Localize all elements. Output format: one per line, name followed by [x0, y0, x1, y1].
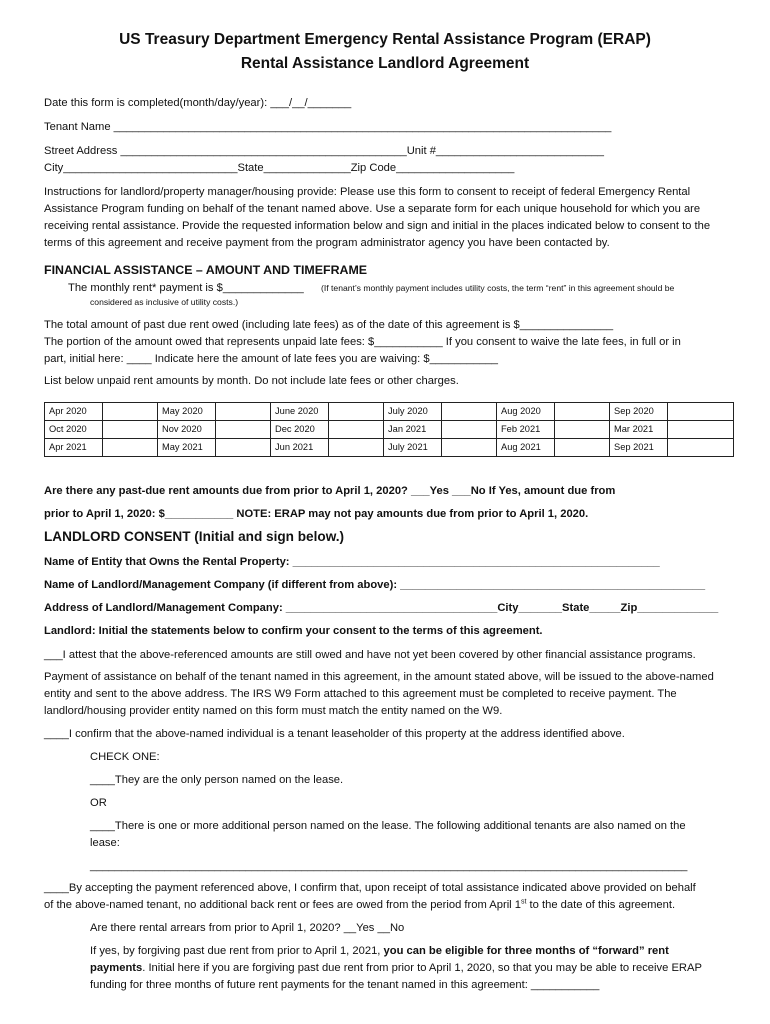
month-amount-cell[interactable] [103, 439, 158, 457]
additional-tenants-option[interactable]: ____There is one or more additional person named on the lease. The following additional tenants are also named on the [90, 820, 686, 832]
accept-text-a: of the above-named tenant, no additional back rent or fees are owed from the period from April 1 [44, 899, 521, 911]
list-unpaid-instruction: List below unpaid rent amounts by month. Do not include late fees or other charges. [44, 375, 459, 387]
month-label-cell: Dec 2020 [271, 421, 329, 439]
month-label-cell: Oct 2020 [45, 421, 103, 439]
financial-assistance-heading: FINANCIAL ASSISTANCE – AMOUNT AND TIMEFRAME [44, 263, 368, 277]
month-label-cell: Jun 2021 [271, 439, 329, 457]
street-address-field[interactable]: Street Address ______________________________________________Unit #___________________________ [44, 145, 604, 157]
forgive-text-b: you can be eligible for three months of “forward” rent [383, 945, 669, 957]
payment-paragraph: Payment of assistance on behalf of the tenant named in this agreement, in the amount stated above, will be issued to the above-named entity and sent to the above address. The IRS W9 Form attached to this agreement must be completed to receive payment. The landlord/housing provider entity named on this form must match the entity named on the W9. [44, 671, 714, 717]
month-label-cell: Sep 2020 [610, 403, 668, 421]
or-label: OR [90, 797, 107, 809]
entity-owner-field[interactable]: Name of Entity that Owns the Rental Property: ___________________________________________________________ [44, 556, 660, 568]
additional-tenants-blank[interactable]: ________________________________________________________________________________________________ [90, 860, 688, 872]
late-fees-waive-field[interactable]: part, initial here: ____ Indicate here the amount of late fees you are waiving: $___________ [44, 353, 499, 365]
past-due-total-field[interactable]: The total amount of past due rent owed (including late fees) as of the date of this agreement is $_______________ [44, 319, 614, 331]
month-amount-cell[interactable] [216, 403, 271, 421]
accept-text-b: to the date of this agreement. [526, 899, 676, 911]
forgive-text-c: payments [90, 962, 143, 974]
month-label-cell: Nov 2020 [158, 421, 216, 439]
landlord-company-field[interactable]: Name of Landlord/Management Company (if different from above): _________________________________________________ [44, 579, 706, 591]
month-label-cell: June 2020 [271, 403, 329, 421]
landlord-address-field[interactable]: Address of Landlord/Management Company: __________________________________City_______State_____Zip_____________ [44, 602, 719, 614]
month-amount-cell[interactable] [668, 403, 734, 421]
month-label-cell: Apr 2020 [45, 403, 103, 421]
landlord-consent-heading: LANDLORD CONSENT (Initial and sign below.) [44, 529, 345, 544]
prior-past-due-question[interactable]: Are there any past-due rent amounts due from prior to April 1, 2020? ___Yes ___No If Yes, amount due from [44, 485, 616, 497]
city-state-zip-field[interactable]: City____________________________State______________Zip Code___________________ [44, 162, 515, 174]
month-amount-cell[interactable] [216, 421, 271, 439]
month-amount-cell[interactable] [668, 421, 734, 439]
month-amount-cell[interactable] [103, 421, 158, 439]
forgive-text-d: . Initial here if you are forgiving past due rent from prior to April 1, 2020, so that you may be able to receive ERAP [142, 962, 702, 974]
month-label-cell: Apr 2021 [45, 439, 103, 457]
month-amount-cell[interactable] [668, 439, 734, 457]
month-label-cell: Mar 2021 [610, 421, 668, 439]
month-amount-cell[interactable] [442, 439, 497, 457]
month-amount-cell[interactable] [103, 403, 158, 421]
month-amount-cell[interactable] [555, 421, 610, 439]
forgive-initial-field[interactable]: funding for three months of future rent payments for the tenant named in this agreement: ___________ [90, 979, 600, 991]
month-label-cell: Jan 2021 [384, 421, 442, 439]
accept-payment-line-cont [44, 898, 675, 912]
date-completed-field[interactable]: Date this form is completed(month/day/year): ___/__/_______ [44, 97, 352, 109]
months-table-row [45, 403, 734, 421]
month-amount-cell[interactable] [442, 421, 497, 439]
monthly-rent-note-cont: considered as inclusive of utility costs.) [90, 297, 239, 307]
month-label-cell: May 2020 [158, 403, 216, 421]
forgive-line1 [90, 944, 669, 958]
month-amount-cell[interactable] [329, 403, 384, 421]
arrears-question[interactable]: Are there rental arrears from prior to April 1, 2020? __Yes __No [90, 922, 405, 934]
only-person-option[interactable]: ____They are the only person named on the lease. [90, 774, 344, 786]
form-title-line1: US Treasury Department Emergency Rental Assistance Program (ERAP) [119, 31, 651, 48]
month-label-cell: July 2021 [384, 439, 442, 457]
tenant-name-field[interactable]: Tenant Name ________________________________________________________________________________ [44, 121, 612, 133]
month-label-cell: Sep 2021 [610, 439, 668, 457]
unpaid-rent-by-month-table [44, 402, 734, 457]
forgive-text-a: If yes, by forgiving past due rent from prior to April 1, 2021, [90, 945, 384, 957]
late-fees-field[interactable]: The portion of the amount owed that represents unpaid late fees: $___________ If you consent to waive the late fees, in full or in [44, 336, 681, 348]
prior-past-due-amount[interactable]: prior to April 1, 2020: $___________ NOTE: ERAP may not pay amounts due from prior to April 1, 2020. [44, 508, 589, 520]
month-label-cell: Aug 2021 [497, 439, 555, 457]
monthly-rent-note: (If tenant’s monthly payment includes utility costs, the term “rent” in this agreement should be [321, 283, 675, 293]
month-amount-cell[interactable] [442, 403, 497, 421]
attest-initial-line[interactable]: ___I attest that the above-referenced amounts are still owed and have not yet been covered by other financial assistance programs. [44, 649, 696, 661]
month-label-cell: Feb 2021 [497, 421, 555, 439]
month-label-cell: July 2020 [384, 403, 442, 421]
instructions-paragraph: Instructions for landlord/property manager/housing provide: Please use this form to consent to receipt of federal Emergency Rental Assistance Program funding on behalf of the tenant named above. Use a separate form for each unique household for which you are receiving rental assistance. Provide the requested information below and sign and initial in the places indicated below to consent to the terms of this agreement and receive payment from the program administrator agency you have been contacted by. [44, 186, 711, 249]
month-amount-cell[interactable] [216, 439, 271, 457]
month-amount-cell[interactable] [555, 439, 610, 457]
accept-superscript: st [521, 898, 527, 906]
month-amount-cell[interactable] [555, 403, 610, 421]
check-one-label: CHECK ONE: [90, 751, 160, 763]
monthly-rent-field[interactable]: The monthly rent* payment is $_____________ [68, 282, 304, 294]
months-table-row [45, 421, 734, 439]
additional-tenants-lease-label: lease: [90, 837, 120, 849]
month-label-cell: May 2021 [158, 439, 216, 457]
accept-payment-initial-line[interactable]: ____By accepting the payment referenced above, I confirm that, upon receipt of total assistance indicated above provided on behalf [44, 882, 696, 894]
forgive-line2 [90, 961, 702, 975]
form-title-line2: Rental Assistance Landlord Agreement [240, 55, 530, 72]
confirm-tenant-initial-line[interactable]: ____I confirm that the above-named individual is a tenant leaseholder of this property at the address identified above. [44, 728, 625, 740]
months-table-row [45, 439, 734, 457]
month-label-cell: Aug 2020 [497, 403, 555, 421]
month-amount-cell[interactable] [329, 421, 384, 439]
landlord-instructions: Landlord: Initial the statements below to confirm your consent to the terms of this agreement. [44, 625, 543, 637]
month-amount-cell[interactable] [329, 439, 384, 457]
